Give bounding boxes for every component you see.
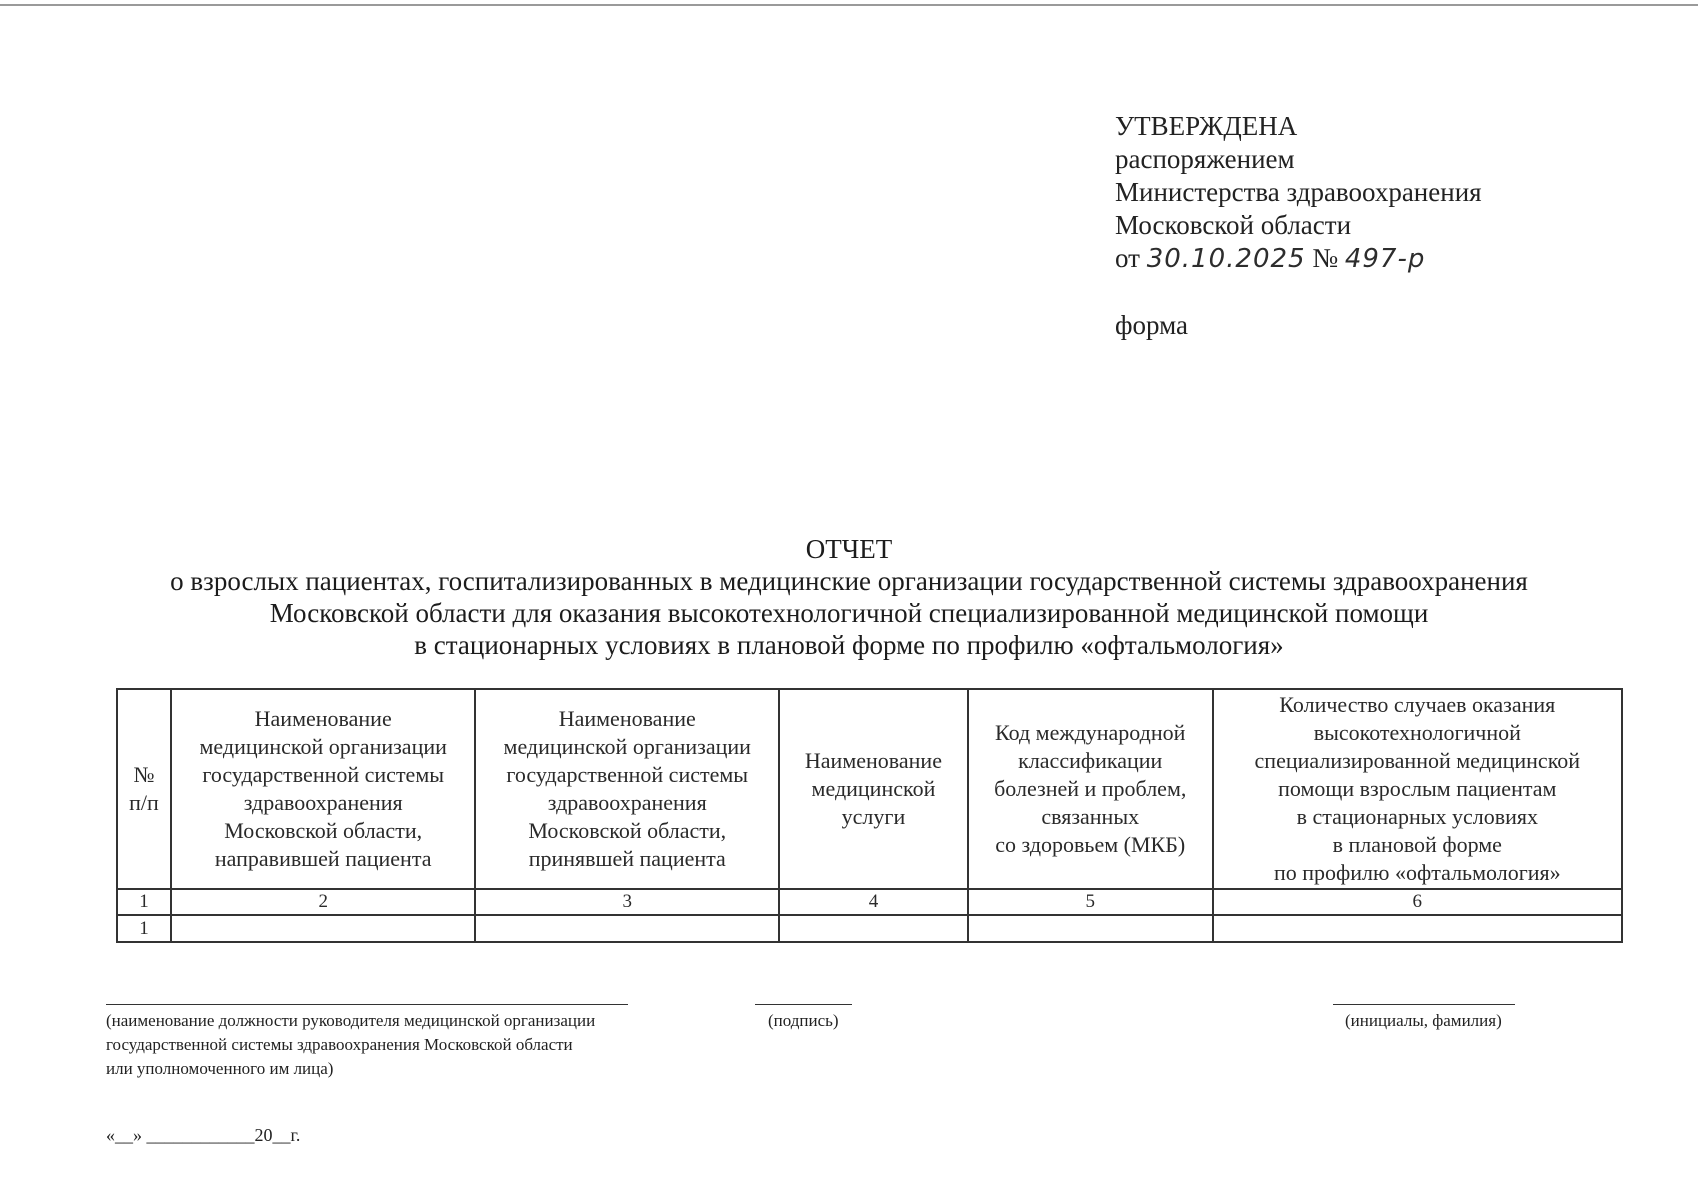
signature-caption: (подпись) bbox=[768, 1011, 839, 1030]
report-title bbox=[0, 533, 1698, 661]
column-number: 5 bbox=[968, 889, 1213, 915]
header-referring-org: Наименование медицинской организации государственной системы здравоохранения Московской области, направившей пациента bbox=[171, 689, 476, 889]
report-heading: ОТЧЕТ bbox=[805, 534, 893, 564]
scan-top-edge bbox=[0, 4, 1698, 6]
approval-number-handwritten: 497-р bbox=[1344, 244, 1426, 274]
form-label: форма bbox=[1115, 310, 1188, 340]
column-number: 3 bbox=[475, 889, 779, 915]
position-caption: (наименование должности руководителя медицинской организации государственной системы здравоохранения Московской области или уполномоченного им лица) bbox=[106, 1011, 596, 1078]
table-cell bbox=[171, 915, 476, 942]
header-service-name: Наименование медицинской услуги bbox=[779, 689, 968, 889]
column-number: 2 bbox=[171, 889, 476, 915]
column-number: 1 bbox=[117, 889, 171, 915]
header-icd-code: Код международной классификации болезней и проблем, связанных со здоровьем (МКБ) bbox=[968, 689, 1213, 889]
signature-line bbox=[755, 1004, 852, 1005]
approval-region: Московской области bbox=[1115, 210, 1352, 240]
table-header-row bbox=[117, 689, 1622, 889]
name-signature-line bbox=[1333, 1004, 1515, 1005]
table-cell: 1 bbox=[117, 915, 171, 942]
approval-approved: УТВЕРЖДЕНА bbox=[1115, 111, 1298, 141]
report-table bbox=[116, 688, 1623, 943]
report-subtitle-line1: о взрослых пациентах, госпитализированных в медицинские организации государственной системы здравоохранения bbox=[170, 566, 1528, 596]
report-subtitle-line3: в стационарных условиях в плановой форме по профилю «офтальмология» bbox=[414, 630, 1284, 660]
header-case-count: Количество случаев оказания высокотехнологичной специализированной медицинской помощи взрослым пациентам в стационарных условиях в плановой форме по профилю «офтальмология» bbox=[1213, 689, 1622, 889]
table-cell bbox=[475, 915, 779, 942]
approval-order: распоряжением bbox=[1115, 144, 1295, 174]
position-signature-line bbox=[106, 1004, 628, 1005]
header-receiving-org: Наименование медицинской организации государственной системы здравоохранения Московской области, принявшей пациента bbox=[475, 689, 779, 889]
column-number-row bbox=[117, 889, 1622, 915]
date-line: «__» ____________20__г. bbox=[106, 1125, 301, 1145]
table-row bbox=[117, 915, 1622, 942]
approval-date-handwritten: 30.10.2025 bbox=[1146, 244, 1306, 274]
table-cell bbox=[968, 915, 1213, 942]
header-number: № п/п bbox=[117, 689, 171, 889]
table-cell bbox=[1213, 915, 1622, 942]
report-subtitle-line2: Московской области для оказания высокотехнологичной специализированной медицинской помощи bbox=[269, 598, 1429, 628]
column-number: 4 bbox=[779, 889, 968, 915]
name-caption: (инициалы, фамилия) bbox=[1345, 1011, 1502, 1030]
approval-ministry: Министерства здравоохранения bbox=[1115, 177, 1482, 207]
column-number: 6 bbox=[1213, 889, 1622, 915]
approval-number-label: № bbox=[1312, 243, 1339, 273]
table-cell bbox=[779, 915, 968, 942]
approval-from-label: от bbox=[1115, 243, 1140, 273]
approval-stamp bbox=[1115, 110, 1482, 342]
approval-date-number-line bbox=[1115, 242, 1482, 276]
